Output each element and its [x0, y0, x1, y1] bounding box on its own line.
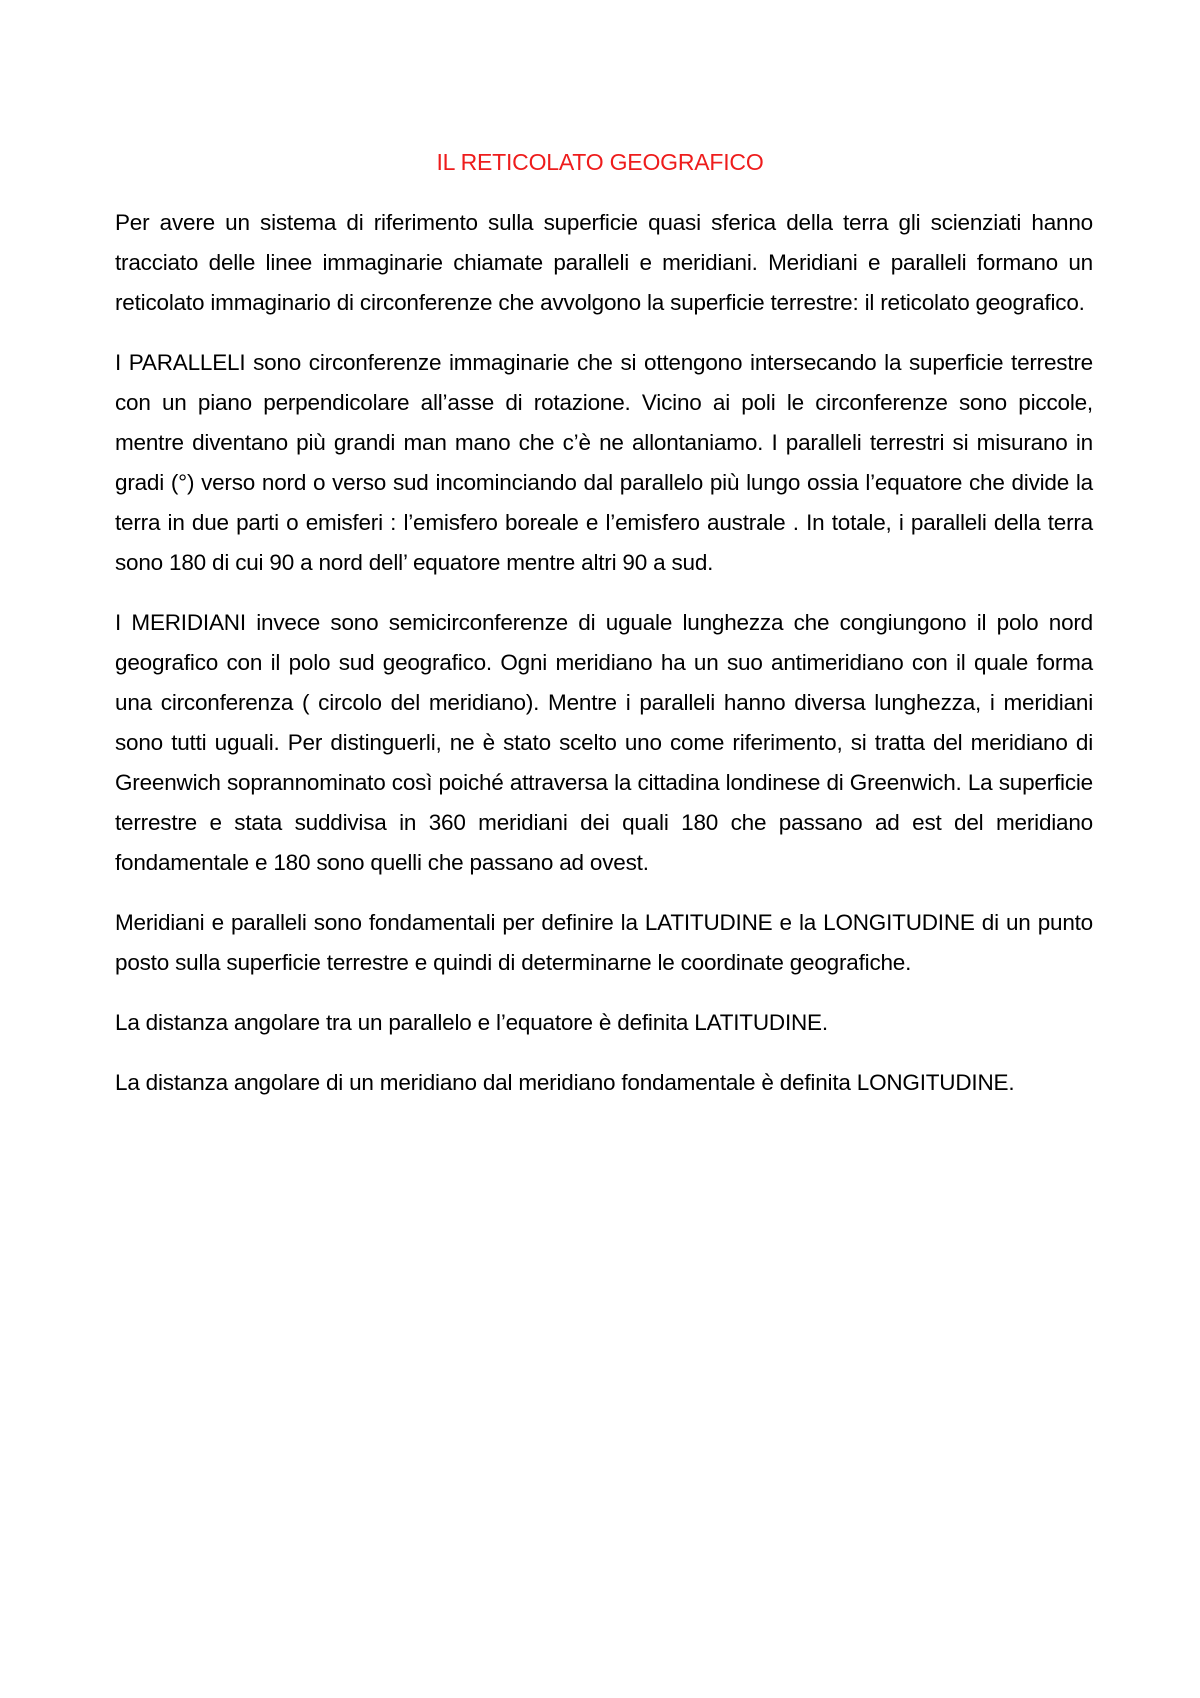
paragraph-intro: Per avere un sistema di riferimento sulla superficie quasi sferica della terra gli scienziati hanno tracciato delle linee immaginarie chiamate paralleli e meridiani. Meridiani e paralleli formano un reticolato immaginario di circonferenze che avvolgono la superficie terrestre: il reticolato geografico.: [115, 210, 1093, 315]
document-title: IL RETICOLATO GEOGRAFICO: [436, 149, 764, 175]
paragraph-coordinate: Meridiani e paralleli sono fondamentali per definire la LATITUDINE e la LONGITUDINE di un punto posto sulla superficie terrestre e quindi di determinarne le coordinate geografiche.: [115, 910, 1093, 975]
paragraph-latitudine: La distanza angolare tra un parallelo e l’equatore è definita LATITUDINE.: [115, 1010, 828, 1035]
document-body: [115, 203, 1093, 1123]
paragraph-meridiani: I MERIDIANI invece sono semicirconferenze di uguale lunghezza che congiungono il polo nord geografico con il polo sud geografico. Ogni meridiano ha un suo antimeridiano con il quale forma una circonferenza ( circolo del meridiano). Mentre i paralleli hanno diversa lunghezza, i meridiani sono tutti uguali. Per distinguerli, ne è stato scelto uno come riferimento, si tratta del meridiano di Greenwich soprannominato così poiché attraversa la cittadina londinese di Greenwich. La superficie terrestre e stata suddivisa in 360 meridiani dei quali 180 che passano ad est del meridiano fondamentale e 180 sono quelli che passano ad ovest.: [115, 610, 1093, 875]
paragraph-longitudine: La distanza angolare di un meridiano dal meridiano fondamentale è definita LONGITUDINE.: [115, 1070, 1015, 1095]
paragraph-paralleli: I PARALLELI sono circonferenze immaginarie che si ottengono intersecando la superficie terrestre con un piano perpendicolare all’asse di rotazione. Vicino ai poli le circonferenze sono piccole, mentre diventano più grandi man mano che c’è ne allontaniamo. I paralleli terrestri si misurano in gradi (°) verso nord o verso sud incominciando dal parallelo più lungo ossia l’equatore che divide la terra in due parti o emisferi : l’emisfero boreale e l’emisfero australe . In totale, i paralleli della terra sono 180 di cui 90 a nord dell’ equatore mentre altri 90 a sud.: [115, 350, 1093, 575]
